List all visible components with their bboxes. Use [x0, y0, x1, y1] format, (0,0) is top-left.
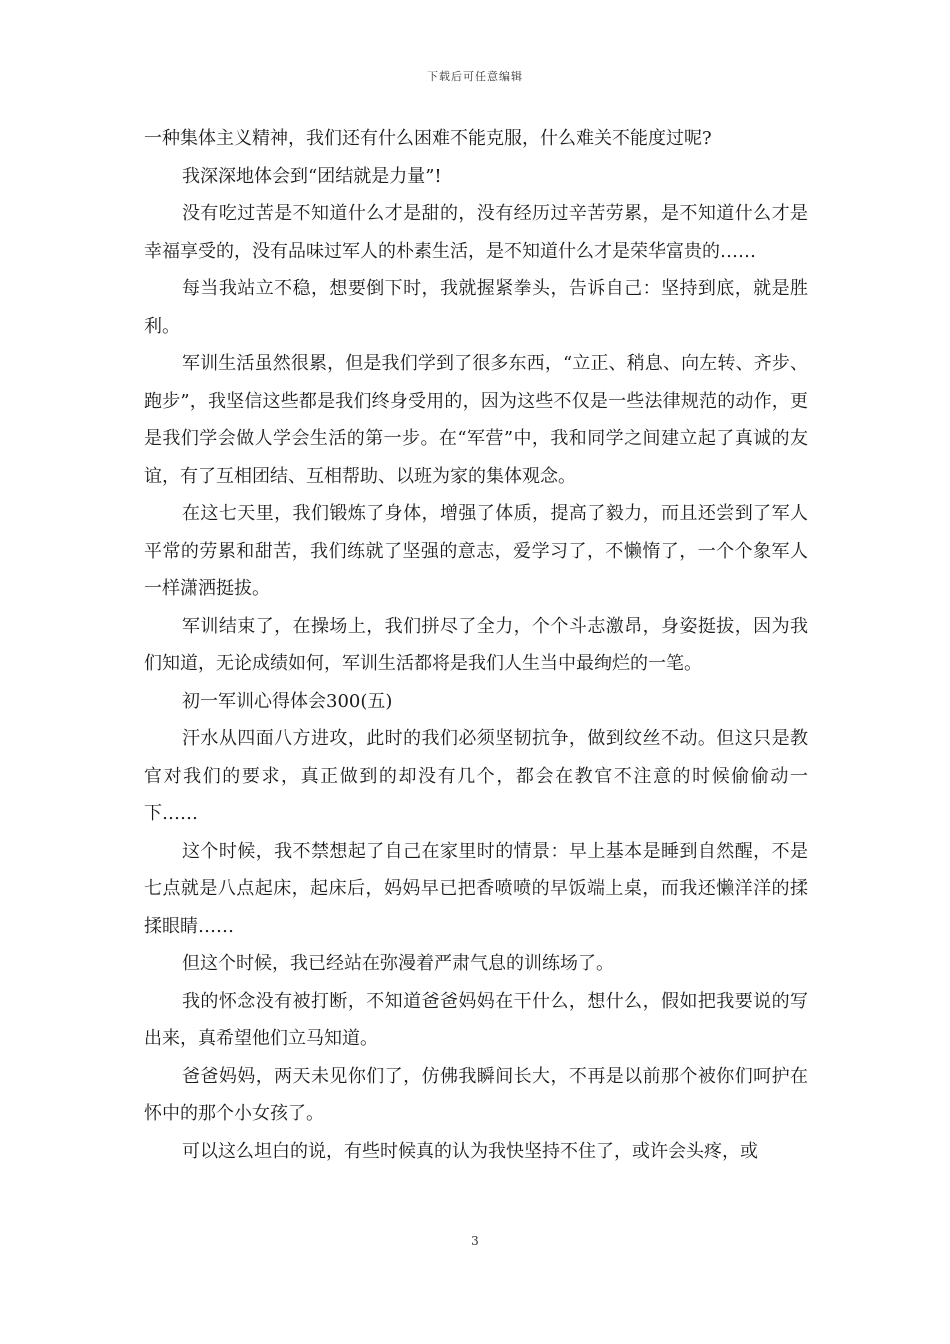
- paragraph: 没有吃过苦是不知道什么才是甜的，没有经历过辛苦劳累，是不知道什么才是幸福享受的，没有品味过军人的朴素生活，是不知道什么才是荣华富贵的……: [144, 203, 808, 262]
- paragraph: 我的怀念没有被打断，不知道爸爸妈妈在干什么，想什么，假如把我要说的写出来，真希望他们立马知道。: [144, 990, 808, 1049]
- section-heading: 初一军训心得体会300(五): [182, 690, 393, 712]
- paragraph: 可以这么坦白的说，有些时候真的认为我快坚持不住了，或许会头疼，或: [182, 1140, 758, 1162]
- paragraph: 汗水从四面八方进攻，此时的我们必须坚韧抗争，做到纹丝不动。但这只是教官对我们的要求，真正做到的却没有几个，都会在教官不注意的时候偷偷动一下……: [144, 728, 808, 824]
- paragraph: 军训生活虽然很累，但是我们学到了很多东西，“立正、稍息、向左转、齐步、跑步”，我坚信这些都是我们终身受用的，因为这些不仅是一些法律规范的动作，更是我们学会做人学会生活的第一步。在“军营”中，我和同学之间建立起了真诚的友谊，有了互相团结、互相帮助、以班为家的集体观念。: [144, 353, 808, 487]
- paragraph: 一种集体主义精神，我们还有什么困难不能克服，什么难关不能度过呢?: [144, 128, 712, 149]
- page-header: 下载后可任意编辑: [427, 70, 523, 83]
- paragraph: 我深深地体会到“团结就是力量”!: [182, 165, 442, 187]
- paragraph: 但这个时候，我已经站在弥漫着严肃气息的训练场了。: [182, 953, 614, 974]
- paragraph: 军训结束了，在操场上，我们拼尽了全力，个个斗志激昂，身姿挺拔，因为我们知道，无论成绩如何，军训生活都将是我们人生当中最绚烂的一笔。: [144, 615, 808, 674]
- paragraph: 爸爸妈妈，两天未见你们了，仿佛我瞬间长大，不再是以前那个被你们呵护在怀中的那个小女孩了。: [144, 1065, 808, 1124]
- paragraph: 每当我站立不稳，想要倒下时，我就握紧拳头，告诉自己：坚持到底，就是胜利。: [144, 278, 808, 337]
- paragraph: 在这七天里，我们锻炼了身体，增强了体质，提高了毅力，而且还尝到了军人平常的劳累和甜苦，我们练就了坚强的意志，爱学习了，不懒惰了，一个个象军人一样潇洒挺拔。: [144, 503, 808, 599]
- document-body: [144, 120, 808, 1170]
- paragraph: 这个时候，我不禁想起了自己在家里时的情景：早上基本是睡到自然醒，不是七点就是八点起床，起床后，妈妈早已把香喷喷的早饭端上桌，而我还懒洋洋的揉揉眼睛……: [144, 840, 808, 937]
- page-number: 3: [471, 1234, 479, 1248]
